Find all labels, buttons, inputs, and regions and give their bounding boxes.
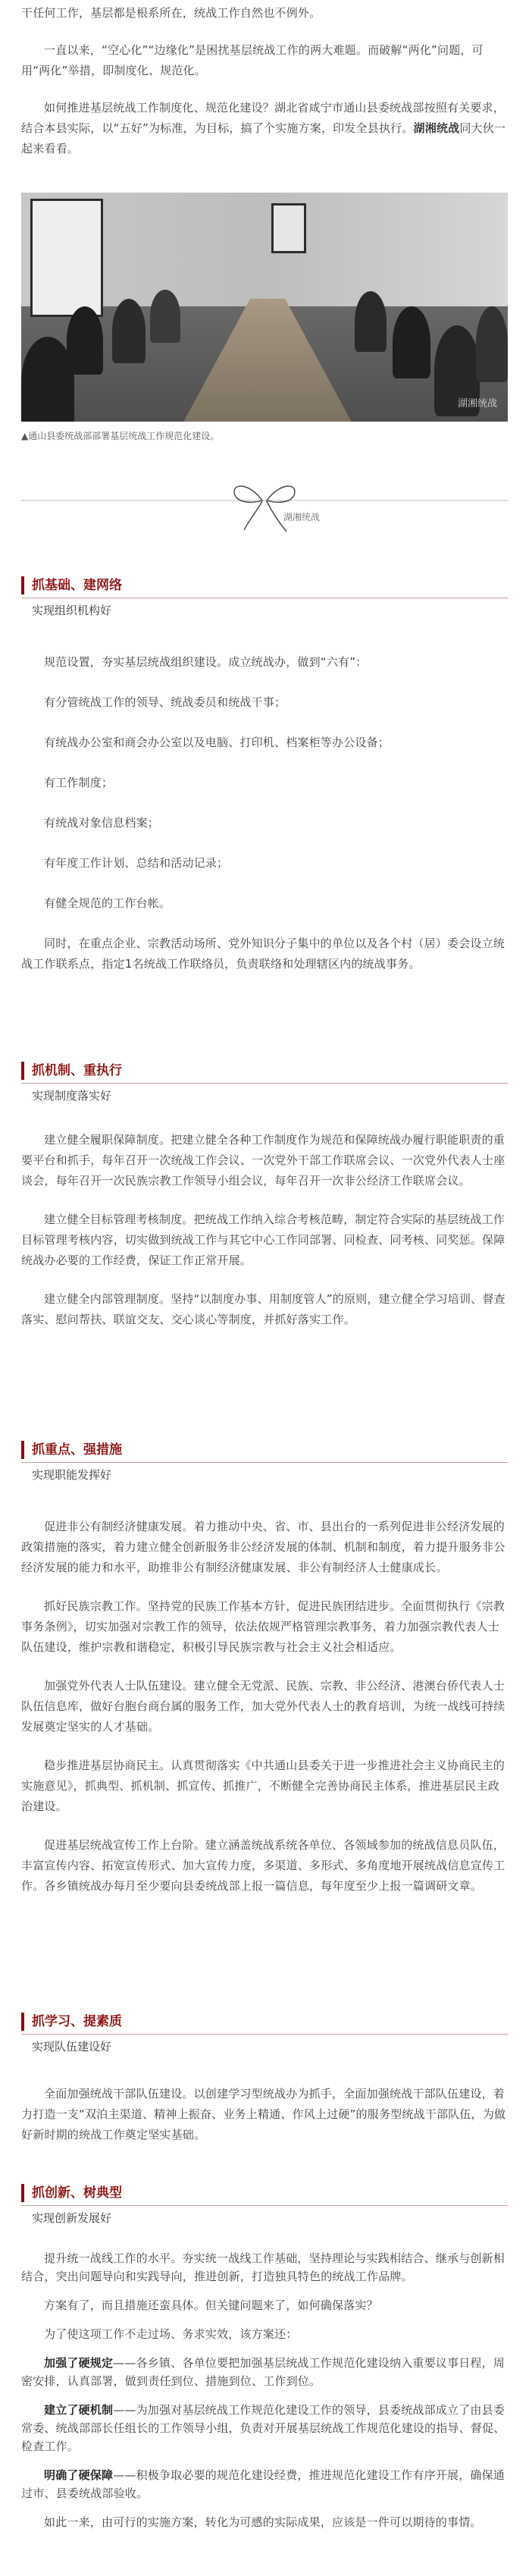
- section-3-para: 促进非公有制经济健康发展。着力推动中央、省、市、县出台的一系列促进非公经济发展的政策措施的落实，着力建立健全创新服务非公经济发展的体制、机制和制度，着力提升服务非公经济发展的能力和水平，助推非公有制经济健康发展、非公有制经济人士健康成长。: [21, 1520, 506, 1574]
- section-2-para: 建立健全内部管理制度。坚持“以制度办事、用制度管人”的原则，建立健全学习培训、督查落实、慰问帮扶、联谊交友、交心谈心等制度，并抓好落实工作。: [21, 1292, 506, 1326]
- meeting-photo: [21, 193, 508, 422]
- section-5-subtitle: 实现创新发展好: [32, 2211, 112, 2225]
- section-4-body: [21, 2084, 508, 2145]
- section-3-title: 抓重点、强措施: [21, 1441, 122, 1459]
- section-4-title: 抓学习、提素质: [21, 2013, 122, 2031]
- section-1-para: 有分管统战工作的领导、统战委员和统战干事；: [44, 695, 286, 709]
- section-2-body: [21, 1130, 508, 1330]
- photo-caption: ▲通山县委统战部部署基层统战工作规范化建设。: [21, 431, 220, 441]
- intro-para-1: 干任何工作，基层都是根系所在，统战工作自然也不例外。: [21, 6, 321, 20]
- section-4-para: 全面加强统战干部队伍建设。以创建学习型统战办为抓手，全面加强统战干部队伍建设，着力打造一支“双泊主渠道、精神上振奋、业务上精通、作风上过硬”的服务型统战干部队伍，为做好新时期的统战工作奠定坚实基础。: [21, 2087, 506, 2141]
- section-3-para: 加强党外代表人士队伍建设。建立健全无党派、民族、宗教、非公经济、港澳台侨代表人士队伍信息库，做好台胞台商台属的服务工作，加大党外代表人士的教育培训，为统一战线可持续发展奠定坚实的人才基础。: [21, 1679, 506, 1734]
- ribbon-bow-icon: [21, 474, 508, 542]
- section-1-body: [21, 652, 508, 974]
- section-5-body: [21, 2249, 508, 2531]
- section-2-subtitle: 实现制度落实好: [32, 1089, 112, 1103]
- intro-para-3: 如何推进基层统战工作制度化、规范化建设？湖北省咸宁市通山县委统战部按照有关要求，结合本县实际，以“五好”为标准，为目标，搞了个实施方案，印发全县执行。湖湘统战同大伙一起来看看。: [21, 101, 506, 155]
- section-5-para: 提升统一战线工作的水平。夯实统一战线工作基础，坚持理论与实践相结合、继承与创新相结合，突出问题导向和实践导向，推进创新，打造独具特色的统战工作品牌。: [21, 2251, 506, 2283]
- section-3-body: [21, 1517, 508, 1897]
- section-1-para: 有工作制度；: [44, 776, 114, 789]
- photo-watermark: 湖湘统战: [457, 398, 497, 409]
- section-2-para: 建立健全目标管理考核制度。把统战工作纳入综合考核范畴，制定符合实际的基层统战工作目标管理考核内容，切实做到统战工作与其它中心工作同部署、同检查、同考核、同奖惩。保障统战办必要的工作经费，保证工作正常开展。: [21, 1213, 506, 1267]
- action-item: 建立了硬机制——为加强对基层统战工作规范化建设工作的领导，县委统战部成立了由县委常委、统战部部长任组长的工作领导小组，负责对开展基层统战工作规范化建设的指导、督促、检查工作。: [21, 2403, 506, 2453]
- section-1-para: 有年度工作计划、总结和活动记录；: [44, 856, 229, 870]
- section-3-para: 抓好民族宗教工作。坚持党的民族工作基本方针，促进民族团结进步。全面贯彻执行《宗教事务条例》，切实加强对宗教工作的领导，依法依规严格管理宗教事务，着力加强宗教代表人士队伍建设，维护宗教和谐稳定，积极引导民族宗教与社会主义社会相适应。: [21, 1599, 506, 1654]
- section-1-header: [21, 576, 508, 619]
- ribbon-divider: [21, 474, 508, 542]
- section-2-header: [21, 1062, 508, 1104]
- section-5-para: 为了使这项工作不走过场、务求实效，该方案还：: [44, 2327, 298, 2341]
- section-1-para: 同时，在重点企业、宗教活动场所、党外知识分子集中的单位以及各个村（居）委会设立统战工作联系点，指定1名统战工作联络员，负责联络和处理辖区内的统战事务。: [21, 937, 506, 971]
- section-5-para: 方案有了，而且措施还蛮具体。但关键问题来了，如何确保落实？: [44, 2298, 378, 2312]
- section-2-title: 抓机制、重执行: [21, 1062, 122, 1080]
- section-3-subtitle: 实现职能发挥好: [32, 1468, 112, 1482]
- section-1-para: 规范设置，夯实基层统战组织建设。成立统战办，做到“六有”：: [44, 655, 368, 669]
- section-1-para: 有健全规范的工作台帐。: [44, 896, 171, 910]
- section-4-subtitle: 实现队伍建设好: [32, 2040, 112, 2054]
- section-1-subtitle: 实现组织机构好: [32, 604, 112, 617]
- section-1-para: 有统战办公室和商会办公室以及电脑、打印机、档案柜等办公设备；: [44, 736, 390, 749]
- intro-para-2: 一直以来，“空心化”“边缘化”是困扰基层统战工作的两大难题。而破解“两化”问题，可用“两化”举措，即制度化、规范化。: [21, 43, 484, 77]
- action-item: 加强了硬规定——各乡镇、各单位要把加强基层统战工作规范化建设纳入重要议事日程，周密安排，认真部署，做到责任到位、措施到位、工作到位。: [21, 2356, 506, 2388]
- section-4-header: [21, 2013, 508, 2055]
- brand-name: 湖湘统战: [413, 121, 460, 135]
- section-3-para: 稳步推进基层协商民主。认真贯彻落实《中共通山县委关于进一步推进社会主义协商民主的实施意见》，抓典型、抓机制、抓宣传、抓推广，不断健全完善协商民主体系，推进基层民主政治建设。: [21, 1759, 506, 1813]
- section-5-header: [21, 2184, 508, 2226]
- section-3-header: [21, 1441, 508, 1483]
- intro-block: [21, 3, 508, 159]
- section-1-title: 抓基础、建网络: [21, 576, 122, 595]
- section-2-para: 建立健全履职保障制度。把建立健全各种工作制度作为规范和保障统战办履行职能职责的重要平台和抓手，每年召开一次统战工作会议、一次党外干部工作联席会议、一次党外代表人士座谈会，每年召开一次民族宗教工作领导小组会议，每年召开一次非公经济工作联席会议。: [21, 1133, 506, 1188]
- section-5-title: 抓创新、树典型: [21, 2184, 122, 2202]
- action-item: 明确了硬保障——积极争取必要的规范化建设经费，推进规范化建设工作有序开展，确保通过市、县委统战部验收。: [21, 2468, 506, 2500]
- section-3-para: 促进基层统战宣传工作上台阶。建立涵盖统战系统各单位、各领域参加的统战信息员队伍，丰富宣传内容、拓宽宣传形式、加大宣传力度，多渠道、多形式、多角度地开展统战信息宣传工作。各乡镇统战办每月至少要向县委统战部上报一篇信息，每年度至少上报一篇调研文章。: [21, 1838, 506, 1893]
- closing-para: 如此一来，由可行的实施方案，转化为可感的实际成果，应该是一件可以期待的事情。: [44, 2515, 482, 2529]
- section-1-para: 有统战对象信息档案；: [44, 816, 160, 830]
- divider-label: 湖湘统战: [283, 512, 321, 522]
